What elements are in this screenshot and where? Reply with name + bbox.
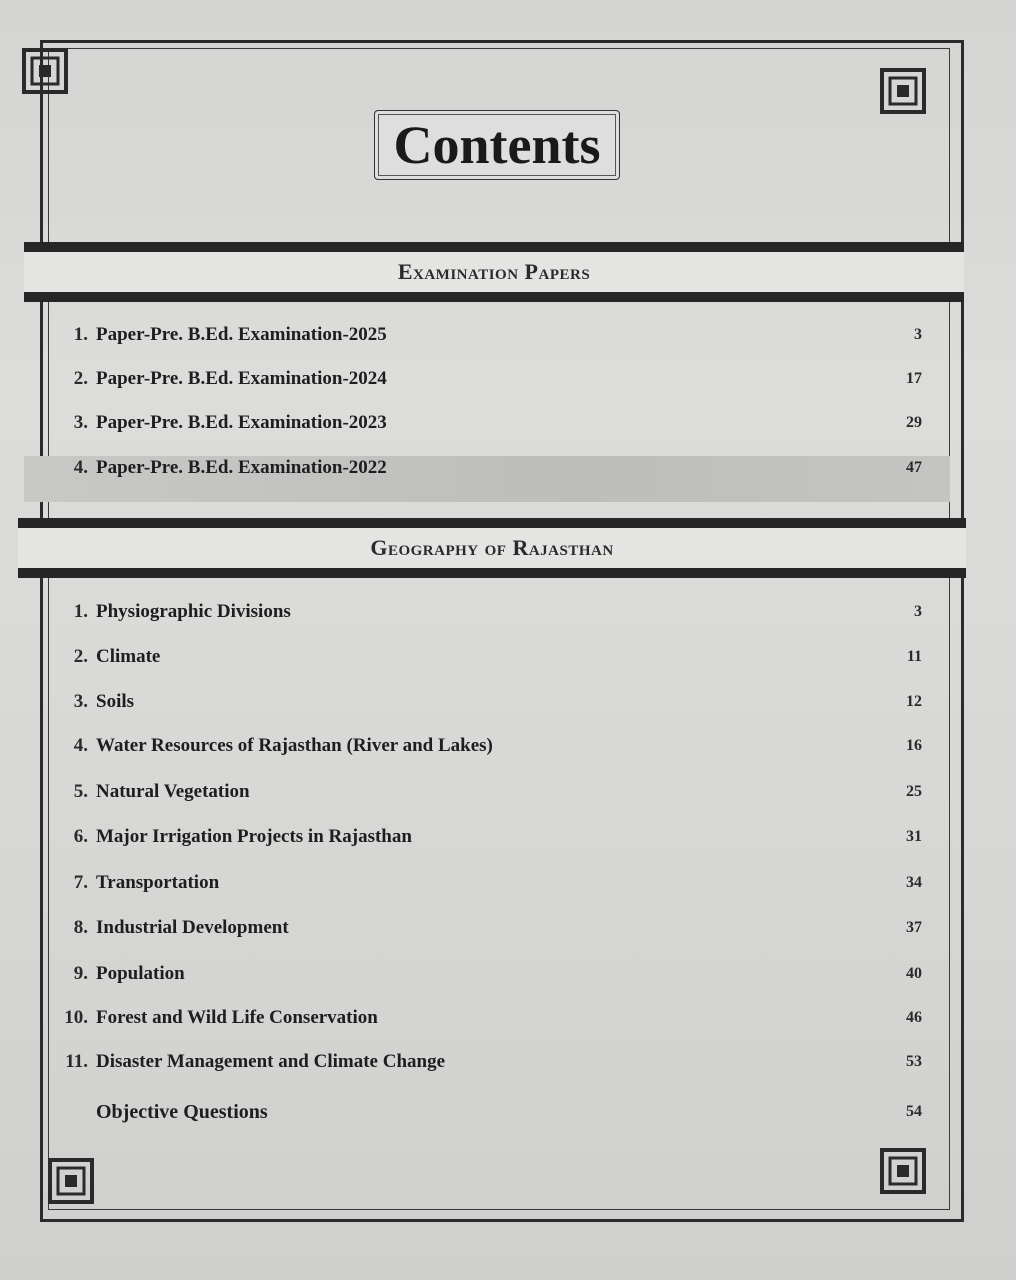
entry-page: 46 bbox=[906, 1009, 922, 1026]
entry-title: Industrial Development bbox=[96, 917, 289, 938]
toc-entry[interactable] bbox=[60, 1047, 930, 1077]
entry-page: 54 bbox=[906, 1103, 922, 1120]
entry-number: 11. bbox=[65, 1051, 88, 1072]
entry-number: 6. bbox=[73, 826, 88, 847]
entry-title: Soils bbox=[96, 691, 135, 712]
entry-title: Water Resources of Rajasthan (River and Lakes) bbox=[96, 735, 493, 756]
entry-number: 3. bbox=[73, 412, 88, 433]
entry-title: Disaster Management and Climate Change bbox=[96, 1051, 446, 1072]
entry-title: Paper-Pre. B.Ed. Examination-2024 bbox=[96, 368, 387, 389]
toc-entry[interactable] bbox=[60, 822, 930, 852]
toc-entry[interactable] bbox=[60, 320, 930, 350]
entry-page: 16 bbox=[906, 737, 922, 754]
toc-entry[interactable] bbox=[60, 868, 930, 898]
toc-entry[interactable] bbox=[60, 642, 930, 672]
toc-entry-objective-questions[interactable] bbox=[60, 1097, 930, 1127]
entry-page: 3 bbox=[914, 603, 922, 620]
entry-number: 9. bbox=[73, 963, 88, 984]
entry-number: 7. bbox=[73, 872, 88, 893]
entry-page: 53 bbox=[906, 1053, 922, 1070]
toc-entry[interactable] bbox=[60, 913, 930, 943]
entry-number: 1. bbox=[73, 324, 88, 345]
entry-number: 4. bbox=[73, 735, 88, 756]
entry-number: 5. bbox=[73, 781, 88, 802]
entry-title: Population bbox=[96, 963, 185, 984]
entry-page: 12 bbox=[906, 693, 922, 710]
entry-page: 47 bbox=[906, 459, 922, 476]
page-title: Contents bbox=[393, 115, 601, 175]
entry-page: 17 bbox=[906, 370, 922, 387]
contents-title-box bbox=[374, 110, 620, 180]
entry-page: 37 bbox=[906, 919, 922, 936]
toc-entry[interactable] bbox=[60, 597, 930, 627]
toc-entry[interactable] bbox=[60, 777, 930, 807]
section-band-geography bbox=[18, 518, 966, 578]
entry-number: 2. bbox=[73, 368, 88, 389]
entry-title: Natural Vegetation bbox=[96, 781, 250, 802]
toc-entry[interactable] bbox=[60, 453, 930, 483]
corner-ornament-icon bbox=[880, 1148, 926, 1194]
entry-title: Paper-Pre. B.Ed. Examination-2023 bbox=[96, 412, 387, 433]
entry-title: Paper-Pre. B.Ed. Examination-2025 bbox=[96, 324, 387, 345]
entry-page: 11 bbox=[906, 648, 922, 665]
entry-title: Transportation bbox=[96, 872, 220, 893]
entry-page: 25 bbox=[906, 783, 922, 800]
entry-number: 8. bbox=[73, 917, 88, 938]
section-heading: Examination Papers bbox=[397, 259, 591, 284]
section-heading: Geography of Rajasthan bbox=[370, 535, 614, 560]
entry-title: Physiographic Divisions bbox=[96, 601, 291, 622]
toc-entry[interactable] bbox=[60, 364, 930, 394]
entry-page: 34 bbox=[906, 874, 922, 891]
toc-entry[interactable] bbox=[60, 731, 930, 761]
toc-entry[interactable] bbox=[60, 408, 930, 438]
toc-entry[interactable] bbox=[60, 959, 930, 989]
toc-entry[interactable] bbox=[60, 1003, 930, 1033]
entry-number: 1. bbox=[73, 601, 88, 622]
entry-number: 3. bbox=[73, 691, 88, 712]
entry-page: 3 bbox=[914, 326, 922, 343]
entry-title: Paper-Pre. B.Ed. Examination-2022 bbox=[96, 457, 387, 478]
entry-title: Major Irrigation Projects in Rajasthan bbox=[96, 826, 412, 847]
toc-entry[interactable] bbox=[60, 687, 930, 717]
entry-page: 29 bbox=[906, 414, 922, 431]
entry-title: Climate bbox=[96, 646, 161, 667]
page-frame-inner bbox=[48, 48, 950, 1210]
corner-ornament-icon bbox=[48, 1158, 94, 1204]
entry-page: 31 bbox=[906, 828, 922, 845]
corner-ornament-icon bbox=[880, 68, 926, 114]
section-band-examination-papers bbox=[24, 242, 964, 302]
entry-number: 4. bbox=[73, 457, 88, 478]
entry-number: 2. bbox=[73, 646, 88, 667]
corner-ornament-icon bbox=[22, 48, 68, 94]
entry-title: Forest and Wild Life Conservation bbox=[96, 1007, 378, 1028]
entry-number: 10. bbox=[64, 1007, 88, 1028]
entry-title: Objective Questions bbox=[96, 1100, 268, 1123]
entry-page: 40 bbox=[906, 965, 922, 982]
